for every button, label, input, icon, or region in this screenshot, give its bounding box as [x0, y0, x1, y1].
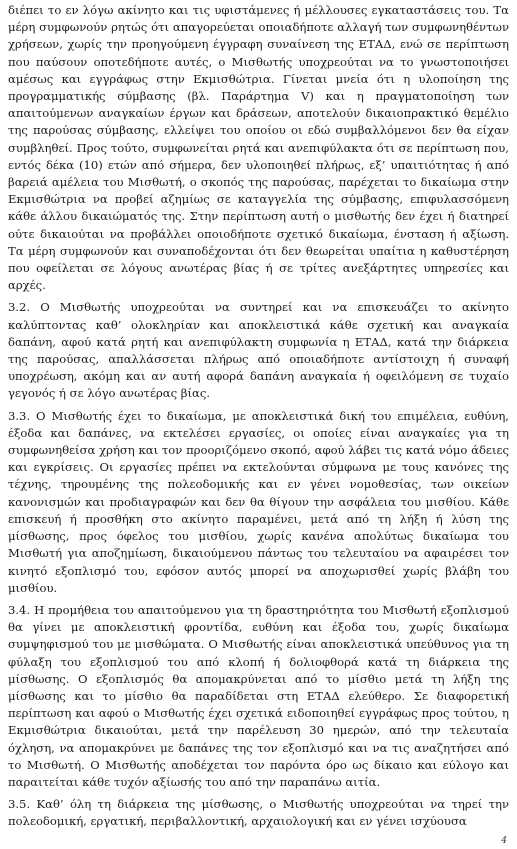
paragraph-continuation: διέπει το εν λόγω ακίνητο και τις υφιστάμενες ή μέλλουσες εγκαταστάσεις του. Τα μέρη συμφωνούν ρητώς ότι απαγορεύεται οποιαδήποτε αλλαγή των συμφωνηθέντων χρήσεων, χωρίς την προηγούμενη έγγραφη συναίνεση της ΕΤΑΔ, ενώ σε περίπτωση που παύσουν οποτεδήποτε αυτές, ο Μισθωτής υποχρεούται να το γνωστοποιήσει αμέσως και εγγράφως στην Εκμισθώτρια. Γίνεται μνεία ότι η υλοποίηση της προγραμματικής σύμβασης (βλ. Παράρτημα V) και η πραγματοποίηση των απαιτούμενων αναγκαίων έργων και δράσεων, αποτελούν δικαιοπρακτικό θεμέλιο της παρούσας σύμβασης, ελλείψει του οποίου οι εδώ συμβαλλόμενοι δεν θα είχαν συμβληθεί. Προς τούτο, συμφωνείται ρητά και ανεπιφύλακτα ότι σε περίπτωση που, εντός δέκα (10) ετών από σήμερα, δεν υλοποιηθεί πλήρως, εξ’ υπαιτιότητας ή από βαρειά αμέλεια του Μισθωτή, ο σκοπός της παρούσας, παρέχεται το δικαίωμα στην Εκμισθώτρια να προβεί αζημίως σε καταγγελία της σύμβασης, επιφυλασσόμενη κάθε άλλου δικαιώματός της. Στην περίπτωση αυτή ο μισθωτής δεν έχει ή διατηρεί ούτε δικαιούται να προβάλλει οποιοδήποτε σχετικό δικαίωμα, ένσταση ή αξίωση. Τα μέρη συμφωνούν και συναποδέχονται ότι δεν θεωρείται υπαίτια η καθυστέρηση που οφείλεται σε λόγους ανωτέρας βίας ή σε τρίτες ανεξάρτητες υπηρεσίες και αρχές. [8, 3, 509, 293]
page-number: 4 [501, 836, 507, 846]
paragraph-3-3: 3.3. Ο Μισθωτής έχει το δικαίωμα, με αποκλειστικά δική του επιμέλεια, ευθύνη, έξοδα και δαπάνες, να εκτελέσει εργασίες, οι οποίες είναι αναγκαίες για τη συμφωνηθείσα χρήση και τον προοριζόμενο σκοπό, αφού λάβει τις κατά νόμο άδειες και εγκρίσεις. Οι εργασίες πρέπει να εκτελούνται σύμφωνα με τους κανόνες της τέχνης, τηρουμένης της πολεοδομικής και εν γένει νομοθεσίας, των οικείων κανονισμών και προδιαγραφών και δεν θα θίγουν την ασφάλεια του μισθίου. Κάθε επισκευή ή προσθήκη στο ακίνητο παραμένει, μετά από τη λήξη ή λύση της μίσθωσης, προς όφελος του μισθίου, χωρίς κανένα απολύτως δικαίωμα του Μισθωτή για αποζημίωση, δικαιούμενου πάντως του τελευταίου να αφαιρέσει τον κινητό εξοπλισμό του, εφόσον αυτός μπορεί να αποχωρισθεί χωρίς βλάβη του μισθίου. [8, 408, 509, 595]
paragraph-3-5: 3.5. Καθ’ όλη τη διάρκεια της μίσθωσης, ο Μισθωτής υποχρεούται να τηρεί την πολεοδομική, εργατική, περιβαλλοντική, αρχαιολογική και εν γένει ισχύουσα [8, 797, 509, 829]
paragraph-3-4: 3.4. Η προμήθεια του απαιτούμενου για τη δραστηριότητα του Μισθωτή εξοπλισμού θα γίνει με αποκλειστική φροντίδα, ευθύνη και έξοδα του, χωρίς δικαίωμα συμψηφισμού του με μισθώματα. Ο Μισθωτής είναι αποκλειστικά υπεύθυνος για τη φύλαξη του εξοπλισμού του από κλοπή ή δολιοφθορά κατά τη διάρκεια της μίσθωσης. Ο εξοπλισμός θα απομακρύνεται από το μίσθιο μετά τη λήξη της μίσθωσης και το μίσθιο θα παραδίδεται στη ΕΤΑΔ ελεύθερο. Σε διαφορετική περίπτωση και αφού ο Μισθωτής έχει σχετικά ειδοποιηθεί εγγράφως προς τούτου, η Εκμισθώτρια δικαιούται, μετά την παρέλευση 30 ημερών, από την τελευταία όχληση, να απομακρύνει με δαπάνες της τον εξοπλισμό και να τις αναζητήσει από το Μισθωτή. Ο Μισθωτής αποδέχεται τον παρόντα όρο ως δίκαιο και εύλογο και παραιτείται κάθε τυχόν αξίωσής του από την παραπάνω αιτία. [8, 602, 509, 789]
paragraph-3-2: 3.2. Ο Μισθωτής υποχρεούται να συντηρεί και να επισκευάζει το ακίνητο καλύπτοντας καθ’ ολοκληρίαν και αποκλειστικά κάθε σχετική και αναγκαία δαπάνη, αφού κατά ρητή και ανεπιφύλακτη συμφωνία η ΕΤΑΔ, κατά την διάρκεια της παρούσας, απαλλάσσεται πλήρως από οποιαδήποτε αντίστοιχη ή συναφή υποχρέωση, ακόμη και αν αυτή αφορά δαπάνη αναγκαία ή οφειλόμενη σε τυχαίο γεγονός ή σε λόγο ανωτέρας βίας. [8, 300, 509, 401]
